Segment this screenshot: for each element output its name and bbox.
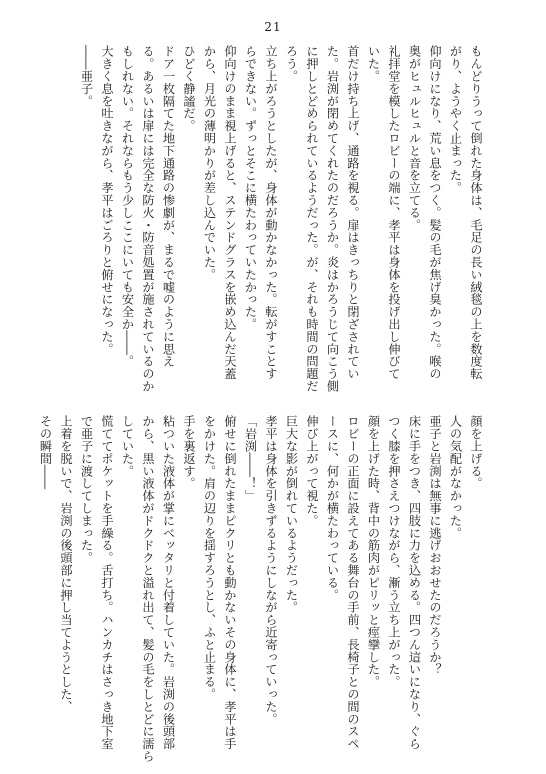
text-line: る。あるいは扉には完全な防火・防音処置が施されているのか [141, 45, 155, 393]
page-number: 21 [264, 20, 282, 34]
text-line: 伸び上がって視た。 [305, 415, 319, 527]
text-line: 俯せに倒れたままピクリとも動かないその身体に、孝平は手 [223, 415, 237, 750]
text-line: 手を裏返す。 [182, 415, 196, 490]
text-line: た。岩渕が閉めてくれたのだろうか。炎はかろうじて向こう側 [325, 45, 340, 393]
text-line: 奥がヒュルヒュルと音を立てる。 [407, 45, 422, 231]
text-line: その瞬間―― [38, 415, 53, 490]
text-line: いた。 [366, 45, 381, 83]
text-line: もしれない。それならもう少しここにいても安全か――。 [120, 45, 135, 368]
text-line: ースに、何かが横たわっている。 [325, 415, 340, 601]
text-line: 大きく息を吐きながら、孝平はごろりと俯せになった。 [100, 45, 114, 355]
text-line: 首だけ持ち上げ、通路を視る。扉はきっちりと閉ざされてい [346, 45, 360, 380]
text-block-top [56, 45, 486, 393]
text-line: 粘ついた液体が掌にベッタリと付着していた。岩渕の後頭部 [161, 415, 176, 750]
text-line: 人の気配がなかった。 [448, 415, 463, 539]
text-line: らできない。ずっとそこに横たわっていたかった。 [243, 45, 258, 331]
text-line: ドア一枚隔てた地下通路の惨劇が、まるで嘘のように思え [161, 45, 176, 368]
text-line: 亜子と岩渕は無事に逃げおおせたのだろうか？ [428, 415, 442, 676]
text-line: 床に手をつき、四肢に力を込める。四つん這いになり、ぐら [407, 415, 422, 750]
text-line: ロビーの正面に設えてある舞台の手前、長椅子との間のスペ [346, 415, 360, 750]
text-line: 仰向けになり、荒い息をつく。髪の毛が焦げ臭かった。喉の [428, 45, 442, 380]
text-line: がり、ようやく止まった。 [448, 45, 463, 194]
text-line: 立ち上がろうとしたが、身体が動かなかった。転がすことす [264, 45, 278, 380]
text-line: 礼拝堂を模したロビーの端に、孝平は身体を投げ出し伸びて [387, 45, 401, 380]
text-line: 孝平は身体を引きずるようにしながら近寄っていった。 [264, 415, 278, 725]
text-line: 顔を上げた時、背中の筋肉がピリッと痙攣した。 [366, 415, 381, 688]
text-line: ひどく静謐だ。 [182, 45, 196, 132]
text-line: 「岩渕――！」 [243, 415, 258, 502]
text-line: 上着を脱いで、岩渕の後頭部に押し当てようとした、 [59, 415, 73, 713]
text-line: 顔を上げる。 [469, 415, 483, 490]
text-block-bottom [38, 415, 486, 763]
text-line: で亜子に渡してしまった。 [79, 415, 94, 564]
text-line: ろう。 [284, 45, 299, 83]
text-line: に押しとどめられているようだった。が、それも時間の問題だ [305, 45, 319, 393]
text-line: から、月光の薄明かりが差し込んでいた。 [202, 45, 217, 281]
text-line: つく膝を押さえつけながら、漸う立ち上がった。 [387, 415, 401, 688]
text-line: をかけた。肩の辺りを揺すろうとし、ふと止まる。 [202, 415, 217, 701]
text-line: 慌ててポケットを手繰る。舌打ち。ハンカチはさっき地下室 [100, 415, 114, 750]
text-line: もんどりうって倒れた身体は、毛足の長い絨毯の上を数度転 [469, 45, 483, 380]
text-line: ――亜子。 [79, 45, 94, 107]
text-line: 巨大な影が倒れているようだった。 [284, 415, 299, 614]
text-line: から、黒い液体がドクドクと溢れ出て、髪の毛をしとどに濡ら [141, 415, 155, 763]
text-line: 仰向けのまま視上げると、ステンドグラスを嵌め込んだ天蓋 [223, 45, 237, 380]
text-line: していた。 [120, 415, 135, 477]
